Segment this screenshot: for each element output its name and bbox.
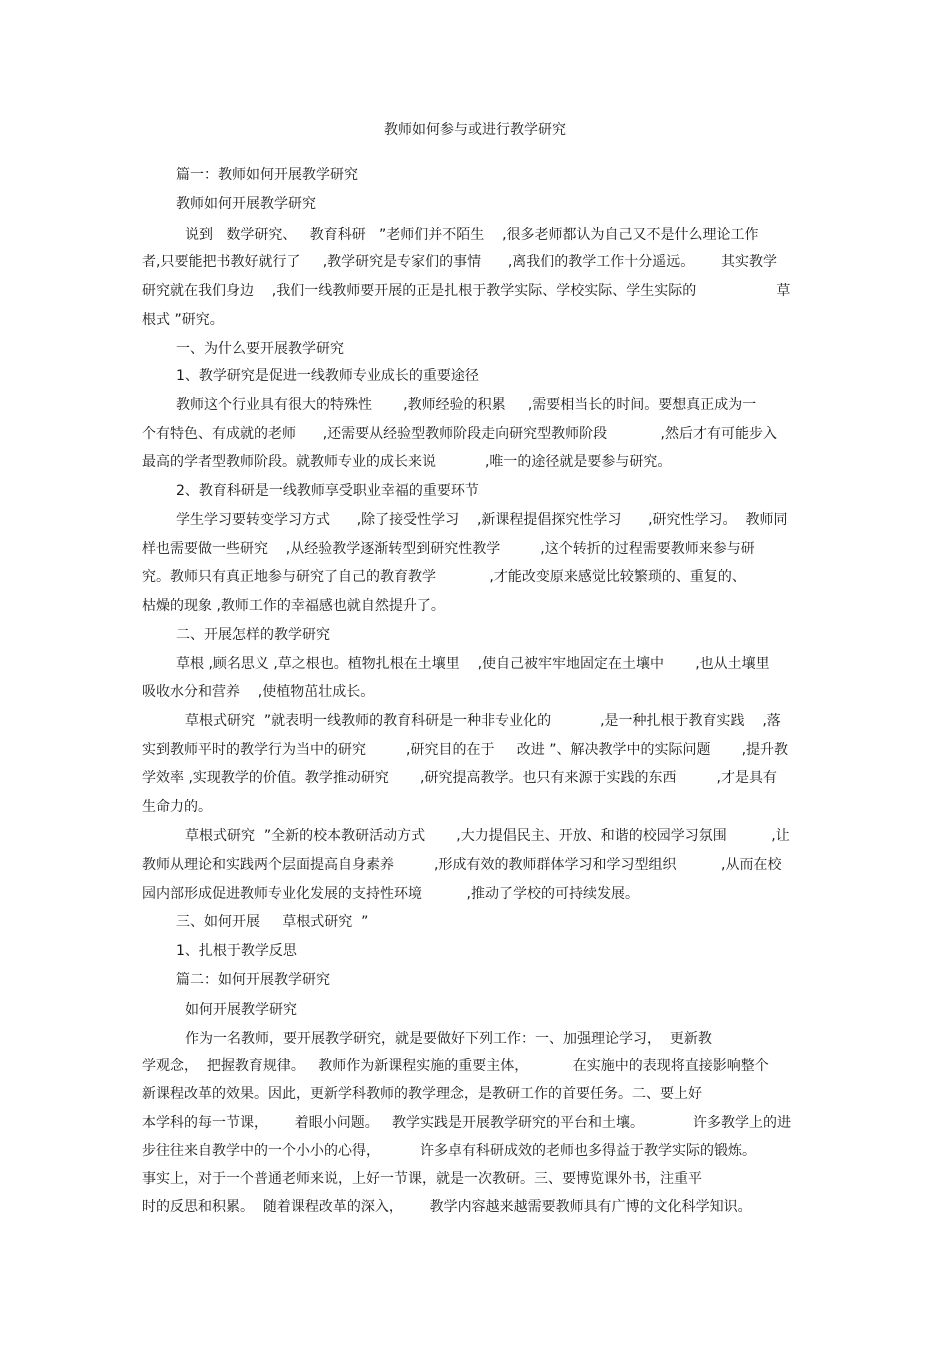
paragraph-line: 学生学习要转变学习方式 ,除了接受性学习 ,新课程提倡探究性学习 ,研究性学习。 教师同 bbox=[176, 512, 788, 528]
paragraph-line: 作为一名教师，要开展教学研究，就是要做好下列工作：一、加强理论学习， 更新教 bbox=[185, 1031, 712, 1047]
paragraph-line: 教师从理论和实践两个层面提高自身素养 ,形成有效的教师群体学习和学习型组织 ,从而在校 bbox=[142, 857, 782, 873]
heading-line: 1、扎根于教学反思 bbox=[176, 943, 297, 959]
paragraph-line: 时的反思和积累。 随着课程改革的深入， 教学内容越来越需要教师具有广博的文化科学知识。 bbox=[142, 1199, 752, 1215]
paragraph-line: 步往往来自教学中的一个小小的心得， 许多卓有科研成效的老师也多得益于教学实际的锻炼。 bbox=[142, 1143, 757, 1159]
section-heading-1: 篇一：教师如何开展教学研究 bbox=[176, 167, 358, 183]
paragraph-line: 样也需要做一些研究 ,从经验教学逐渐转型到研究性教学 ,这个转折的过程需要教师来参与研 bbox=[142, 541, 755, 557]
subtitle-1: 教师如何开展教学研究 bbox=[176, 196, 316, 212]
paragraph-line: 草根式研究 ”全新的校本教研活动方式 ,大力提倡民主、开放、和谐的校园学习氛围 ,让 bbox=[185, 828, 790, 844]
paragraph-line: 学效率 ,实现教学的价值。教学推动研究 ,研究提高教学。也只有来源于实践的东西 ,才是具有 bbox=[142, 770, 778, 786]
paragraph-line: 生命力的。 bbox=[142, 799, 212, 815]
paragraph-line: 枯燥的现象 ,教师工作的幸福感也就自然提升了。 bbox=[142, 598, 445, 614]
paragraph-line: 草根 ,顾名思义 ,草之根也。植物扎根在土壤里 ,使自己被牢牢地固定在土壤中 ,也从土壤里 bbox=[176, 656, 770, 672]
paragraph-line: 根式 ”研究。 bbox=[142, 312, 224, 328]
subtitle-2: 如何开展教学研究 bbox=[185, 1002, 297, 1018]
heading-line: 一、为什么要开展教学研究 bbox=[176, 341, 344, 357]
paragraph-line: 吸收水分和营养 ,使植物茁壮成长。 bbox=[142, 684, 375, 700]
document-title: 教师如何参与或进行教学研究 bbox=[384, 122, 566, 138]
section-heading-2: 篇二：如何开展教学研究 bbox=[176, 972, 330, 988]
paragraph-line: 最高的学者型教师阶段。就教师专业的成长来说 ,唯一的途径就是要参与研究。 bbox=[142, 454, 672, 470]
paragraph-line: 草根式研究 ”就表明一线教师的教育科研是一种非专业化的 ,是一种扎根于教育实践 ,落 bbox=[185, 713, 781, 729]
heading-line: 三、如何开展 草根式研究 ” bbox=[176, 914, 369, 930]
paragraph-line: 实到教师平时的教学行为当中的研究 ,研究目的在于 改进 ”、解决教学中的实际问题 ,提升教 bbox=[142, 742, 789, 758]
paragraph-line: 说到 数学研究、 教育科研 ”老师们并不陌生 ,很多老师都认为自己又不是什么理论工作 bbox=[185, 227, 759, 243]
heading-line: 二、开展怎样的教学研究 bbox=[176, 627, 330, 643]
paragraph-line: 者,只要能把书教好就行了 ,教学研究是专家们的事情 ,离我们的教学工作十分遥远。 其实教学 bbox=[142, 254, 778, 270]
paragraph-line: 究。教师只有真正地参与研究了自己的教育教学 ,才能改变原来感觉比较繁琐的、重复的、 bbox=[142, 569, 746, 585]
paragraph-line: 教师这个行业具有很大的特殊性 ,教师经验的积累 ,需要相当长的时间。要想真正成为一 bbox=[176, 397, 757, 413]
paragraph-line: 个有特色、有成就的老师 ,还需要从经验型教师阶段走向研究型教师阶段 ,然后才有可能步入 bbox=[142, 426, 778, 442]
heading-line: 1、教学研究是促进一线教师专业成长的重要途径 bbox=[176, 368, 479, 384]
paragraph-line: 新课程改革的效果。因此，更新学科教师的教学理念，是教研工作的首要任务。二、要上好 bbox=[142, 1086, 702, 1102]
paragraph-line: 学观念， 把握教育规律。 教师作为新课程实施的重要主体， 在实施中的表现将直接影响整个 bbox=[142, 1058, 769, 1074]
paragraph-line: 本学科的每一节课， 着眼小问题。 教学实践是开展教学研究的平台和土壤。 许多教学上的进 bbox=[142, 1115, 792, 1131]
paragraph-line: 园内部形成促进教师专业化发展的支持性环境 ,推动了学校的可持续发展。 bbox=[142, 886, 639, 902]
paragraph-line: 事实上，对于一个普通老师来说，上好一节课，就是一次教研。三、要博览课外书，注重平 bbox=[142, 1171, 702, 1187]
paragraph-line: 研究就在我们身边 ,我们一线教师要开展的正是扎根于教学实际、学校实际、学生实际的 草 bbox=[142, 283, 791, 299]
heading-line: 2、教育科研是一线教师享受职业幸福的重要环节 bbox=[176, 483, 479, 499]
